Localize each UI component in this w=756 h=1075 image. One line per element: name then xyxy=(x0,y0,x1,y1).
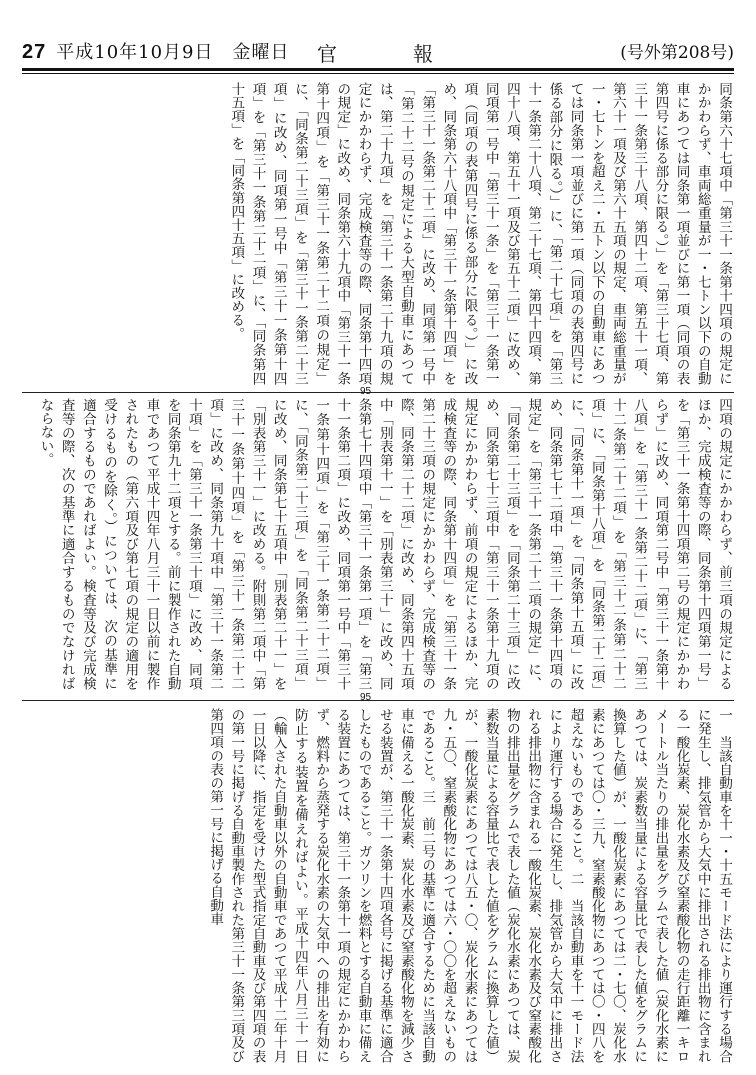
lower-tier-text xyxy=(22,708,734,1063)
issue-date: 平成10年10月9日 金曜日 xyxy=(56,42,290,63)
middle-tier-marker: 95 xyxy=(360,692,372,703)
header-left xyxy=(22,38,290,64)
tier-divider-1 xyxy=(22,392,734,393)
page-number: 27 xyxy=(22,41,47,63)
middle-tier-paragraph: 四項の規定にかかわらず、前三項の規定によるほか、完成検査等の際、同条第十四項第一号」を「第三十一条第十四項第二号の規定にかかわらず」に改め、同項第二号中「第三十一条第十八項」を「第三十一条第二十二項」に、「第三十二条第二十二項」を「第三十二条第二十二項」に、「同条第十八項」を「同条第二十二項」に、「同条第十一項」を「同条第十五項」に改め、同条第七十二項中「第三十一条第十四項の規定」を「第三十一条第二十二項の規定」に、「同条第二十三項」を「同条第二十三項」に改め、同条第七十三項中「第三十一条第十九項の規定にかかわらず、前項の規定によるほか、完成検査等の際、同条第十四項」を「第三十一条第二十三項の規定にかかわらず、完成検査等の際、同条第二十二項」に改め、同条第四十五項中「別表第十一」を「別表第三十」に改め、同条第七十四項中「第三十一条第一項」を「第三十一条第二項」に改め、同項第一号中「第三十一条第十四項」を「第三十一条第二十二項」に、「同条第二十三項」を「同条第二十三項」に改め、同条第七十五項中「別表第二十一」を「別表第三十一」に改める。附則第二項中「第三十一条第十四項」を「第三十一条第二十二項」に改め、同条第九十項中「第三十一条第二十項」を「第三十一条第三十項」に改め、同項を同条第九十二項とする。前に製作された自動車であつて平成十四年八月三十一日以前に製作されたもの（第六項及び第七項の規定の適用を受けるものを除く。）については、次の基準に適合するものであればよい。検査等及び完成検査等の際、次の基準に適合するものでなければならない。 xyxy=(37,398,732,690)
tier-divider-2 xyxy=(22,700,734,701)
gazette-title: 官 報 xyxy=(317,42,461,66)
header-rule-thin xyxy=(22,73,734,74)
header-rule-thick xyxy=(22,68,734,71)
middle-tier-text xyxy=(22,398,734,690)
issue-number: (号外第208号) xyxy=(620,43,734,63)
upper-tier-paragraph: 同条第六十七項中「第三十一条第十四項の規定にかかわらず、車両総重量が一・七トン以下の自動車にあつては同条第一項並びに第一項（同項の表第四号に係る部分に限る。）」を「第三十七項、第三十一条第三十八項、第四十二項、第五十一項、第六十一項及び第六十五項の規定、車両総重量が一・七トンを超え二・五トン以下の自動車にあつては同条第一項並びに第一項（同項の表第四号に係る部分に限る。）」に、「第二十七項」を「第三十一条第二十八項、第二十七項、第四十四項、第四十八項、第五十一項及び第五十二項」に改め、同項第一号中「第三十一条」を「第三十一条第一項（同項の表第四号に係る部分に限る。）」に改め、同条第六十八項中「第三十一条第十四項」を「第三十一条第二十二項」に改め、同項第一号中「第二十二号の規定による大型自動車にあつては、第二十九項」を「第三十一条第二十九項の規定にかかわらず、完成検査等の際、同条第十四項の規定」に改め、同条第六十九項中「第三十一条第十四項」を「第三十一条第二十二項の規定」に、「同条第二十三項」を「第三十一条第二十三項」に改め、同項第一号中「第三十一条第十四項」を「第三十一条第二十二項」に、「同条第四十五項」を「同条第四十五項」に改める。 xyxy=(228,82,732,385)
lower-tier-paragraph: 一 当該自動車を十一・十五モード法により運行する場合に発生し、排気管から大気中に排出される排出物に含まれる一酸化炭素、炭化水素及び窒素酸化物の走行距離一キロメートル当たりの排出量をグラムで表した値（炭化水素にあつては、炭素数当量による容量比で表した値をグラムに換算した値）が、一酸化炭素にあつては二・七〇、炭化水素にあつては〇・三九、窒素酸化物にあつては〇・四八を超えないものであること。二 当該自動車を十一モード法により運行する場合に発生し、排気管から大気中に排出される排出物に含まれる一酸化炭素、炭化水素及び窒素酸化物の排出量をグラムで表した値（炭化水素にあつては、炭素数当量による容量比で表した値をグラムに換算した値）が、一酸化炭素にあつては八五・〇、炭化水素にあつては九・五〇、窒素酸化物にあつては六・〇〇を超えないものであること。三 前二号の基準に適合するために当該自動車に備える一酸化炭素、炭化水素及び窒素酸化物を減少させる装置が、第三十一条第十四項各号に掲げる基準に適合したものであること。ガソリンを燃料とする自動車に備える装置にあつては、第三十一条第十一項の規定にかかわらず、燃料から蒸発する炭化水素の大気中への排出を有効に防止する装置を備えればよい。平成十四年八月三十一日（輸入された自動車以外の自動車であつて平成十二年十月一日以降に、指定を受けた型式指定自動車及び第四項の表の第一号に掲げる自動車製作された第三十一条第三項及び第四項の表の第一号に掲げる自動車 xyxy=(207,708,732,1063)
upper-tier-text xyxy=(22,82,734,385)
upper-tier-marker: 95 xyxy=(360,386,372,397)
page-header xyxy=(22,38,734,78)
